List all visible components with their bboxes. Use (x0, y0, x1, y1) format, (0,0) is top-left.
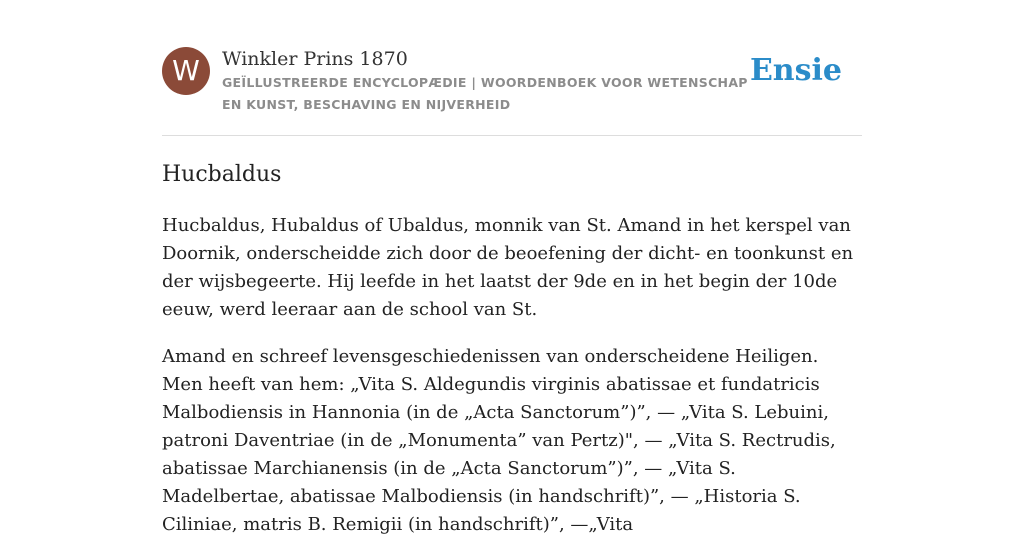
ensie-logo[interactable]: Ensie (749, 53, 842, 88)
publication-title[interactable]: Winkler Prins 1870 (222, 48, 408, 70)
article-paragraph-1: Hucbaldus, Hubaldus of Ubaldus, monnik van St. Amand in het kerspel van Doornik, onderscheidde zich door de beoefening der dicht- en toonkunst en der wijsbegeerte. Hij leefde in het laatst der 9de en in het begin der 10de eeuw, werd leeraar aan de school van St. (162, 215, 854, 320)
article-paragraph-2: Amand en schreef levensgeschiedenissen van onderscheidene Heiligen. Men heeft van hem: „Vita S. Aldegundis virginis abatissae et fundatricis Malbodiensis in Hannonia (in de „Acta Sanctorum”)”, — „Vita S. Lebuini, patroni Daventriae (in de „Monumenta” van Pertz)", — „Vita S. Rectrudis, abatissae Marchianensis (in de „Acta Sanctorum”)”, — „Vita S. Madelbertae, abatissae Malbodiensis (in handschrift)”, — „Historia S. Ciliniae, matris B. Remigii (in handschrift)”, —„Vita (162, 346, 836, 535)
header-divider (162, 135, 862, 136)
article-title: Hucbaldus (162, 162, 282, 187)
publication-avatar[interactable]: W (162, 47, 210, 95)
publication-subtitle: GEÏLLUSTREERDE ENCYCLOPÆDIE | WOORDENBOEK VOOR WETENSCHAP EN KUNST, BESCHAVING EN NIJVERHEID (222, 75, 748, 112)
publication-header (162, 47, 862, 117)
